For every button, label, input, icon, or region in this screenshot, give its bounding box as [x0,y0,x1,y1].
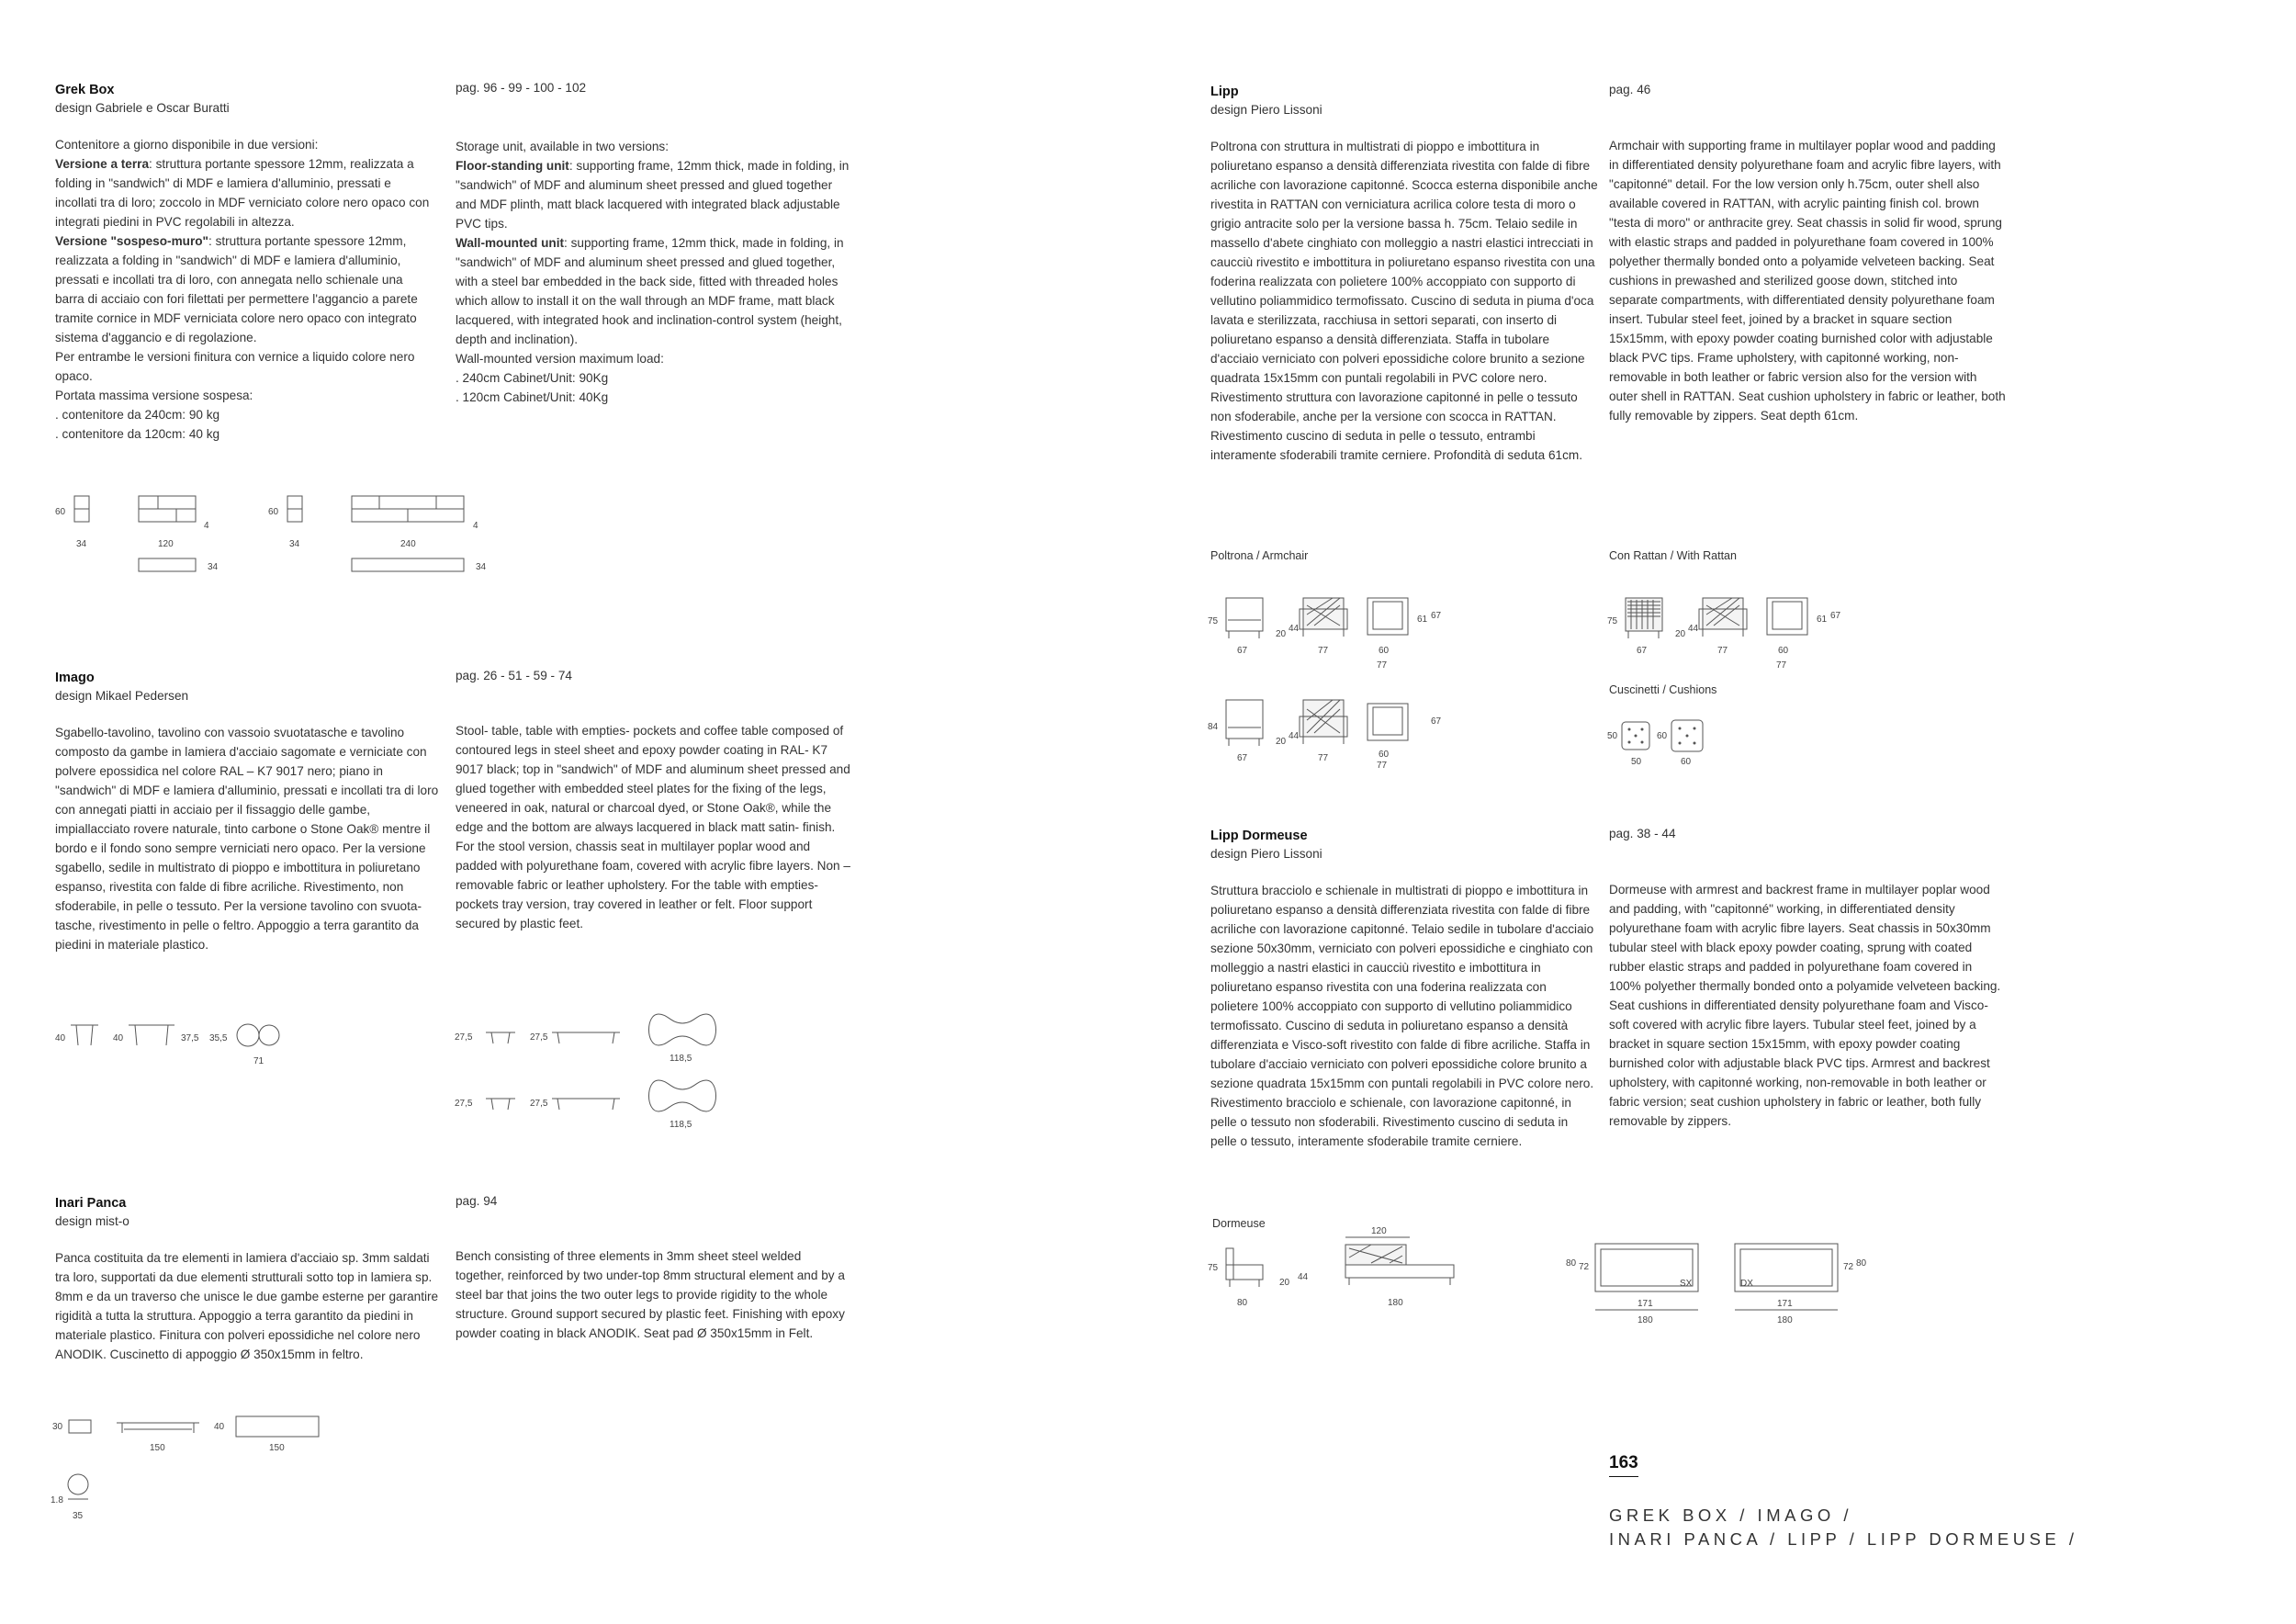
svg-text:1.8: 1.8 [51,1495,63,1506]
svg-text:37,5: 37,5 [181,1033,199,1043]
description-en: Bench consisting of three elements in 3mm sheet steel welded together, reinforced by two under-top 8mm structural element and by a steel bar that joins the two outer legs to provide rigidity to the whole structure. Ground support secured by plastic feet. Finishing with epoxy powder coating in black ANODIK. Seat pad Ø 350x15mm in Felt. [456,1249,845,1340]
description-en: Storage unit, available in two versions: Floor-standing unit: supporting frame, 12mm thick, made in folding, in "sandwich" of MDF and aluminum sheet pressed and glued together and MDF plinth, matt black lacquered with integrated black adjustable PVC tips. Wall-mounted unit: supporting frame, 12mm thick, made in folding, in "sandwich" of MDF and aluminum sheet pressed and glued together, with a steel bar embedded in the back side, fitted with threaded holes which allow to install it on the wall through an MDF frame, matt black lacquered, with integrated hook and inclination-control system (height, depth and inclination). Wall-mounted version maximum load: . 240cm Cabinet/Unit: 90Kg . 120cm Cabinet/Unit: 40Kg [456,140,850,404]
svg-text:35: 35 [73,1511,84,1521]
section-title: Lipp [1210,85,1239,99]
svg-text:30: 30 [52,1422,63,1432]
inari-drawings [51,1415,344,1525]
svg-text:60: 60 [268,507,279,517]
caption-cushions: Cuscinetti / Cushions [1609,683,1717,696]
svg-text:180: 180 [1388,1298,1403,1308]
page-reference: pag. 46 [1609,83,1651,96]
section-title: Imago [55,671,95,685]
description-en: Dormeuse with armrest and backrest frame in multilayer poplar wood and padding, with "capitonné" working, in differentiated density polyurethane foam with acrylic fibre layers. Seat chassis in 50x30mm tubular steel with black epoxy powder coating, sprung with coated rubber elastic straps and padded in polyurethane foam covered in 100% polyether thermally bonded onto a polyamide velveteen backing. Seat cushions in differentiated density polyurethane foam and Visco-soft covered with acrylic fibre layers. Tubular steel feet, joined by a bracket in square section 15x15mm, with epoxy powder coating burnished color with adjustable black PVC tips. Armrest and backrest upholstery, with capitonné working, non-removable in both leather or fabric version; seat cushion upholstery in fabric or leather, both fully removable by zippers. [1609,883,2001,1128]
svg-text:77: 77 [1318,646,1329,656]
description-en: Armchair with supporting frame in multilayer poplar wood and padding in differentiated density polyurethane foam and acrylic fibre layers, with "capitonné" detail. For the low version only h.75cm, outer shell also available covered in RATTAN, with acrylic painting finish col. brown "testa di moro" or anthracite grey. Seat chassis in solid fir wood, sprung with elastic straps and padded in polyurethane foam covered in 100% polyether thermally bonded onto a polyamide velveteen backing. Seat cushions in prewashed and sterilized goose down, stitched into separate compartments, with differentiated density polyurethane foam insert. Tubular steel feet, joined by a bracket in square section 15x15mm, with epoxy powder coating burnished color with adjustable black PVC tips. Frame upholstery, with capitonné working, non-removable in both leather or fabric version also for the version with outer shell in RATTAN. Seat cushion upholstery in fabric or leather, both fully removable by zippers. Seat depth 61cm. [1609,139,2006,423]
lipp-section [1210,83,1605,465]
lipp-armchair-high [1206,698,1472,781]
svg-text:27,5: 27,5 [455,1032,473,1043]
imago-stool-drawings [51,1020,289,1075]
section-title: Grek Box [55,83,115,97]
section-title: Lipp Dormeuse [1210,829,1308,843]
description-it: Contenitore a giorno disponibile in due versioni: Versione a terra: struttura portante spessore 12mm, realizzata a folding in "sandwich" di MDF e lamiera d'alluminio, pressati e incollati tra di loro; zoccolo in MDF verniciato colore nero opaco con integrati piedini in PVC regolabili in altezza. Versione "sospeso-muro": struttura portante spessore 12mm, realizzata a folding in "sandwich" di MDF e lamiera d'alluminio, pressati e incollati tra di loro, con annegata nello schienale una barra di acciaio con fori filettati per permettere l'aggancio a parete tramite cornice in MDF verniciata colore nero opaco con integrato sistema d'aggancio e di regolazione. Per entrambe le versioni finitura con vernice a liquido colore nero opaco. Portata massima versione sospesa: . contenitore da 240cm: 90 kg . contenitore da 120cm: 40 kg [55,138,430,441]
lipp-rattan [1605,592,1872,675]
grek-240-front [352,496,487,572]
svg-text:77: 77 [1318,753,1329,763]
svg-text:44: 44 [1289,624,1300,634]
svg-text:40: 40 [55,1033,66,1043]
svg-text:35,5: 35,5 [209,1033,228,1043]
svg-text:34: 34 [208,562,219,572]
svg-text:84: 84 [1208,722,1219,732]
inari-panca-section [55,1194,450,1364]
grek-box-drawings [51,496,510,588]
designer: design Piero Lissoni [1210,847,1322,861]
dormeuse-side-front [1206,1226,1472,1318]
svg-text:67: 67 [1830,611,1841,621]
page-reference: pag. 96 - 99 - 100 - 102 [456,81,587,95]
grek-120-front [139,496,219,572]
svg-text:240: 240 [400,539,416,549]
designer: design Gabriele e Oscar Buratti [55,101,230,115]
svg-text:150: 150 [269,1443,285,1453]
category-line-2: INARI PANCA / LIPP / LIPP DORMEUSE / [1609,1529,2078,1549]
svg-text:20: 20 [1675,629,1686,639]
description-it: Panca costituita da tre elementi in lamiera d'acciaio sp. 3mm saldati tra loro, supportati da due elementi strutturali sotto top in lamiera sp. 8mm e da un traverso che unisce le due gambe esterne per garantire rigidità a tutta la struttura. Appoggio a terra garantito da piedini in materiale plastico. Finitura con polveri epossidiche nel colore nero ANODIK. Cuscinetto di appoggio Ø 350x15mm in feltro. [55,1251,439,1361]
svg-text:27,5: 27,5 [530,1099,548,1109]
grek-240-side [268,496,302,549]
svg-text:60: 60 [1379,750,1390,760]
svg-text:77: 77 [1776,660,1787,671]
svg-text:75: 75 [1208,1263,1219,1273]
description-it: Poltrona con struttura in multistrati di pioppo e imbottitura in poliuretano espanso a densità differenziata rivestita con falde di fibre acriliche con lavorazione capitonné. Scocca esterna disponibile anche rivestita in RATTAN con verniciatura acrilica colore testa di moro o grigio antracite solo per la versione bassa h. 75cm. Telaio sedile in massello d'abete cinghiato con molleggio a nastri elastici intrecciati in caucciù rivestito e imbottitura in poliuretano espanso rivestita con una foderina realizzata con polietere 100% accoppiato con supporto di vellutino poliammidico termofissato. Cuscino di seduta in piuma d'oca lavata e sterilizzata, racchiusa in settori separati, con inserto di poliuretano espanso a densità differenziata. Staffa in tubolare d'acciaio verniciato con polveri epossidiche colore brunito a sezione quadrata 15x15mm con puntali regolabili in PVC colore nero. Rivestimento struttura con lavorazione capitonné in pelle o tessuto non sfoderabile, anche per la versione con scocca in RATTAN. Rivestimento cuscino di seduta in pelle o tessuto, entrambi interamente sfoderabili tramite cerniere. Profondità di seduta 61cm. [1210,140,1598,462]
svg-text:77: 77 [1717,646,1728,656]
svg-text:44: 44 [1289,731,1300,741]
caption-rattan: Con Rattan / With Rattan [1609,549,1737,562]
svg-text:50: 50 [1607,731,1618,741]
svg-text:72: 72 [1579,1262,1590,1272]
svg-text:44: 44 [1298,1272,1309,1282]
svg-text:DX: DX [1740,1279,1753,1289]
svg-text:171: 171 [1638,1299,1653,1309]
svg-text:27,5: 27,5 [530,1032,548,1043]
svg-text:67: 67 [1637,646,1648,656]
svg-text:72: 72 [1843,1262,1854,1272]
page-reference: pag. 38 - 44 [1609,827,1676,840]
svg-text:60: 60 [1657,731,1668,741]
svg-text:118,5: 118,5 [670,1120,692,1130]
svg-text:120: 120 [158,539,174,549]
imago-table-drawings [455,1010,748,1139]
caption-armchair: Poltrona / Armchair [1210,549,1309,562]
svg-text:171: 171 [1777,1299,1793,1309]
page-number: 163 [1609,1453,1638,1477]
svg-text:34: 34 [76,539,87,549]
svg-text:77: 77 [1377,761,1388,771]
lipp-cushions [1605,718,1725,773]
page-reference: pag. 94 [456,1194,498,1208]
description-it: Struttura bracciolo e schienale in multistrati di pioppo e imbottitura in poliuretano espanso a densità differenziata rivestita con falde di fibre acriliche con lavorazione capitonné. Telaio sedile in tubolare d'acciaio sezione 50x30mm, verniciato con polveri epossidiche e cinghiato con molleggio a nastri elastici in caucciù rivestito e imbottitura in poliuretano espanso rivestita con una foderina realizzata con polietere 100% accoppiato con supporto di vellutino poliammidico termofissato. Cuscino di seduta in poliuretano espanso a densità differenziata e Visco-soft rivestito con falde di fibre acriliche. Staffa in tubolare d'acciaio verniciato con polveri epossidiche colore brunito a sezione quadrata 15x15mm con puntali regolabili in PVC colore nero. Rivestimento bracciolo e schienale, con lavorazione capitonné, in pelle o tessuto non sfoderabili. Rivestimento cuscino di seduta in pelle o tessuto, interamente sfoderabile tramite cerniere. [1210,884,1594,1148]
category-line-1: GREK BOX / IMAGO / [1609,1506,1853,1525]
svg-text:4: 4 [473,521,478,531]
svg-text:20: 20 [1279,1278,1290,1288]
svg-text:20: 20 [1276,737,1287,747]
svg-text:60: 60 [1681,757,1692,767]
svg-text:44: 44 [1688,624,1699,634]
svg-text:20: 20 [1276,629,1287,639]
category-index [1609,1504,2078,1551]
svg-text:77: 77 [1377,660,1388,671]
svg-text:50: 50 [1631,757,1642,767]
svg-text:60: 60 [1379,646,1390,656]
svg-text:40: 40 [214,1422,225,1432]
grek-box-section [55,81,441,444]
svg-text:80: 80 [1856,1258,1867,1269]
svg-text:118,5: 118,5 [670,1054,692,1064]
description-en: Stool- table, table with empties- pockets and coffee table composed of contoured legs in steel sheet and epoxy powder coating in RAL- K7 9017 black; top in "sandwich" of MDF and aluminum sheet pressed and glued together with embedded steel plates for the fixing of the legs, veneered in oak, natural or charcoal dyed, or Stone Oak®, while the edge and the bottom are always lacquered in black matt satin- finish. For the stool version, chassis seat in multilayer poplar wood and padded with polyurethane foam, covered with acrylic fibre layers. Non – removable fabric or leather upholstery. For the table with empties-pockets tray version, tray covered in leather or felt. Floor support secured by plastic feet. [456,724,850,930]
svg-text:67: 67 [1431,716,1442,727]
page-reference: pag. 26 - 51 - 59 - 74 [456,669,572,682]
svg-text:60: 60 [55,507,66,517]
svg-text:67: 67 [1431,611,1442,621]
designer: design Mikael Pedersen [55,689,189,703]
svg-text:60: 60 [1778,646,1789,656]
svg-text:40: 40 [113,1033,124,1043]
svg-text:67: 67 [1237,646,1248,656]
lipp-armchair-low [1206,592,1472,675]
dormeuse-plans [1564,1240,1876,1332]
svg-text:61: 61 [1417,615,1428,625]
svg-text:120: 120 [1371,1226,1387,1236]
svg-text:61: 61 [1817,615,1828,625]
svg-text:27,5: 27,5 [455,1099,473,1109]
imago-section [55,669,450,954]
grek-120-side [55,496,89,549]
caption-dormeuse: Dormeuse [1212,1217,1266,1230]
svg-text:75: 75 [1208,616,1219,626]
svg-text:180: 180 [1638,1315,1653,1325]
svg-text:34: 34 [476,562,487,572]
lipp-dormeuse-section [1210,827,1605,1151]
svg-text:150: 150 [150,1443,165,1453]
designer: design mist-o [55,1214,129,1228]
svg-text:67: 67 [1237,753,1248,763]
description-it: Sgabello-tavolino, tavolino con vassoio svuotatasche e tavolino composto da gambe in lamiera d'acciaio sagomate e verniciate con polvere epossidica nel colore RAL – K7 9017 nero; piano in "sandwich" di MDF e lamiera d'alluminio, pressati e incollati tra di loro con annegati piatti in acciaio per il fissaggio delle gambe, impiallacciato rovere naturale, tinto carbone o Stone Oak® mentre il bordo e il fondo sono sempre verniciati nero opaco. Per la versione sgabello, sedile in multistrato di pioppo e imbottitura in poliuretano espanso, rivestita con falde di fibre acriliche. Rivestimento, non sfoderabile, in pelle o tessuto. Per la versione tavolino con svuota-tasche, rivestimento in pelle o feltro. Appoggio a terra garantito da piedini in materiale plastico. [55,726,439,952]
section-title: Inari Panca [55,1196,127,1211]
svg-text:4: 4 [204,521,209,531]
svg-text:80: 80 [1566,1258,1577,1269]
svg-text:71: 71 [253,1056,264,1066]
svg-text:80: 80 [1237,1298,1248,1308]
svg-text:180: 180 [1777,1315,1793,1325]
svg-text:SX: SX [1680,1279,1693,1289]
designer: design Piero Lissoni [1210,103,1322,117]
svg-text:75: 75 [1607,616,1618,626]
svg-text:34: 34 [289,539,300,549]
